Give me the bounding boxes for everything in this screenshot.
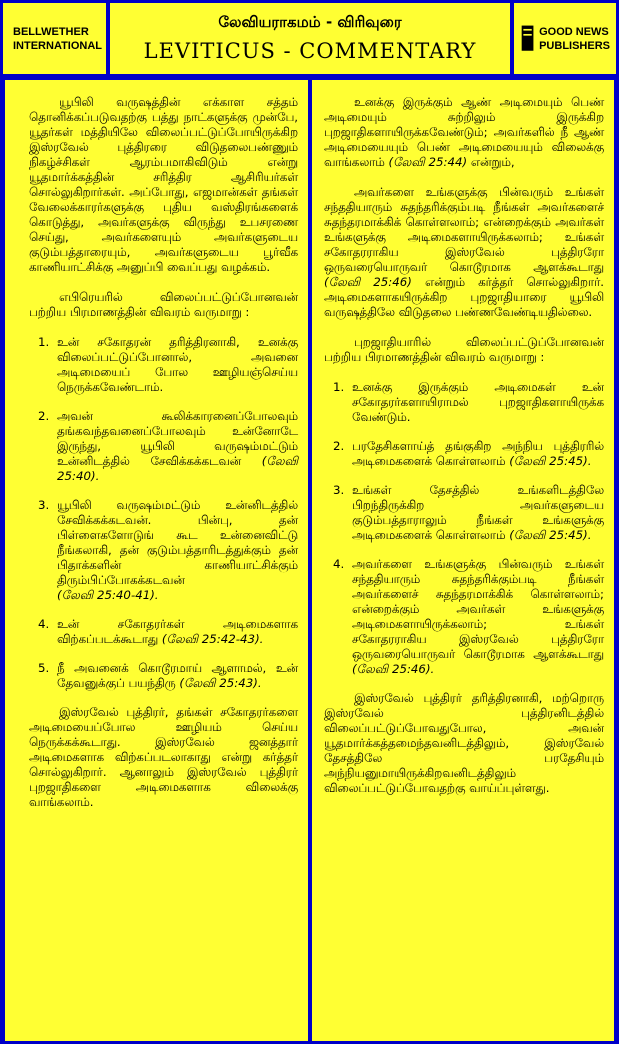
left-column — [5, 80, 308, 1041]
list-item: 1. உன் சகோதரன் தரித்திரனாகி, உனக்கு விலைப்பட்டுப்போனால், அவனை அடிமையைப் போல ஊழியஞ்செய்ய நெருக்கவேண்டாம். — [53, 335, 298, 395]
list-item: 4. அவர்களை உங்களுக்கு பின்வரும் உங்கள் சந்ததியாரும் சுதந்தரிக்கும்படி நீங்கள் அவர்களைச் சுதந்தரமாக்கிக் கொள்ளலாம்; என்றைக்கும் அவர்கள் உங்களுக்கு அடிமைகளாயிருக்கலாம்; உங்கள் சகோதரராகிய இஸ்ரவேல் புத்திரரோ ஒருவரையொருவர் கொடூரமாக ஆளக்கூடாது (லேவி 25:46). — [348, 557, 604, 677]
list-item: 2. அவன் கூலிக்காரனைப்போலவும் தங்கவந்தவனைப்போலவும் உன்னோடே இருந்து, யூபிலி வருஷம்மட்டும் உன்னிடத்தில் சேவிக்கக்கடவன் (லேவி 25:40). — [53, 409, 298, 484]
list-item: 4. உன் சகோதரர்கள் அடிமைகளாக விற்கப்படக்கூடாது (லேவி 25:42-43). — [53, 617, 298, 647]
paragraph: இஸ்ரவேல் புத்திரர் தரித்திரனாகி, மற்றொரு இஸ்ரவேல் புத்திரனிடத்தில் விலைப்பட்டுப்போவதுபோல, அவன் யூதமார்க்கத்தமைந்தவனிடத்திலும், இஸ்ரவேல் தேசத்திலே பரதேசியும் அந்நியனுமாயிருக்கிறவனிடத்திலும் விலைப்பட்டுப்போவதற்கு வாய்ப்புள்ளது. — [324, 691, 604, 795]
book-icon — [520, 19, 535, 59]
bellwether-name: BELLWETHER — [13, 25, 89, 38]
right-column — [312, 80, 614, 1041]
paragraph: உனக்கு இருக்கும் ஆண் அடிமையும் பெண் அடிமையும் சுற்றிலும் இருக்கிற புறஜாதிகளாயிருக்கவேண்டும்; அவர்களில் நீ ஆண் அடிமையையும் பெண் அடிமையையும் விலைக்கு வாங்கலாம் (லேவி 25:44) என்றும், — [324, 95, 604, 169]
list-item: 5. நீ அவனைக் கொடூரமாய் ஆளாமல், உன் தேவனுக்குப் பயந்திரு (லேவி 25:43). — [53, 661, 298, 691]
bellwether-sub: INTERNATIONAL — [13, 39, 103, 52]
list-item: 1. உனக்கு இருக்கும் அடிமைகள் உன் சகோதரர்களாயிராமல் புறஜாதிகளாயிருக்க வேண்டும். — [348, 380, 604, 425]
rules-list — [324, 380, 604, 677]
list-item: 3. யூபிலி வருஷம்மட்டும் உன்னிடத்தில் சேவிக்கக்கடவன். பின்பு, தன் பிள்ளைகளோடுங் கூட உன்னைவிட்டு நீங்கலாகி, தன் குடும்பத்தாரிடத்துக்கும் தன் பிதாக்களின் காணியாட்சிக்கும் திரும்பிப்போகக்கடவன் (லேவி 25:40-41). — [53, 498, 298, 603]
title-tamil: லேவியராகமம் - விரிவுரை — [218, 13, 402, 31]
page-title — [110, 3, 510, 74]
goodnews-name: GOOD NEWS — [539, 25, 609, 38]
title-english: LEVITICUS - COMMENTARY — [143, 39, 477, 63]
paragraph: புறஜாதியாரில் விலைப்பட்டுப்போனவன் பற்றிய பிரமாணத்தின் விவரம் வருமாறு : — [324, 335, 604, 364]
bellwether-logo — [3, 3, 106, 74]
list-item: 2. பரதேசிகளாய்த் தங்குகிற அந்நிய புத்திரரில் அடிமைகளைக் கொள்ளலாம் (லேவி 25:45). — [348, 439, 604, 469]
paragraph: அவர்களை உங்களுக்கு பின்வரும் உங்கள் சந்ததியாரும் சுதந்தரிக்கும்படி நீங்கள் அவர்களைச் சுதந்தரமாக்கிக் கொள்ளலாம்; என்றைக்கும் அவர்கள் உங்களுக்கு அடிமைகளாயிருக்கலாம்; உங்கள் சகோதரராகிய இஸ்ரவேல் புத்திரரோ ஒருவரையொருவர் கொடூரமாக ஆளக்கூடாது (லேவி 25:46) என்றும் கர்த்தர் சொல்லுகிறார். அடிமைகளாகயிருக்கிற புறஜாதியாரை யூபிலி வருஷத்திலே விடுதலை பண்ணவேண்டியதில்லை. — [324, 185, 604, 319]
paragraph: எபிரெயரில் விலைப்பட்டுப்போனவன் பற்றிய பிரமாணத்தின் விவரம் வருமாறு : — [29, 290, 298, 319]
list-item: 3. உங்கள் தேசத்தில் உங்களிடத்திலே பிறந்திருக்கிற அவர்களுடைய குடும்பத்தாராலும் நீங்கள் உங்களுக்கு அடிமைகளைக் கொள்ளலாம் (லேவி 25:45). — [348, 483, 604, 543]
paragraph: யூபிலி வருஷத்தின் எக்காள சத்தம் தொனிக்கப்படுவதற்கு பத்து நாட்களுக்கு முன்பே, யூதர்கள் மத்தியிலே விலைப்பட்டுப்போயிருக்கிற இஸ்ரவேல் புத்திரரை விடுதலைபண்ணும் நிகழ்ச்சிகள் ஆரம்பமாகிவிடும் என்று யூதமார்க்கத்தின் சரித்திர ஆசிரியர்கள் சொல்லுகிறார்கள். அப்போது, எஜமான்கள் தங்கள் வேலைக்காரர்களுக்கு புதிய வஸ்திரங்களைக் கொடுத்து, அவர்களுக்கு விருந்து உபசரணை செய்து, அவர்களையும் அவர்களுடைய குடும்பத்தாரையும், அவர்களுடைய பூர்வீக காணியாட்சிக்கு அனுப்பி வைப்பது வழக்கம். — [29, 95, 298, 274]
rules-list — [29, 335, 298, 691]
paragraph: இஸ்ரவேல் புத்திரர், தங்கள் சகோதரர்களை அடிமையைப்போல ஊழியம் செய்ய நெருக்கக்கூடாது. இஸ்ரவேல் ஜனத்தார் அடிமைகளாக விற்கப்படலாகாது என்று கர்த்தர் சொல்லுகிறார். ஆனாலும் இஸ்ரவேல் புத்திரர் புறஜாதிகளை அடிமைகளாக விலைக்கு வாங்கலாம். — [29, 705, 298, 809]
goodnews-sub: PUBLISHERS — [539, 39, 610, 52]
goodnews-logo — [514, 3, 616, 74]
